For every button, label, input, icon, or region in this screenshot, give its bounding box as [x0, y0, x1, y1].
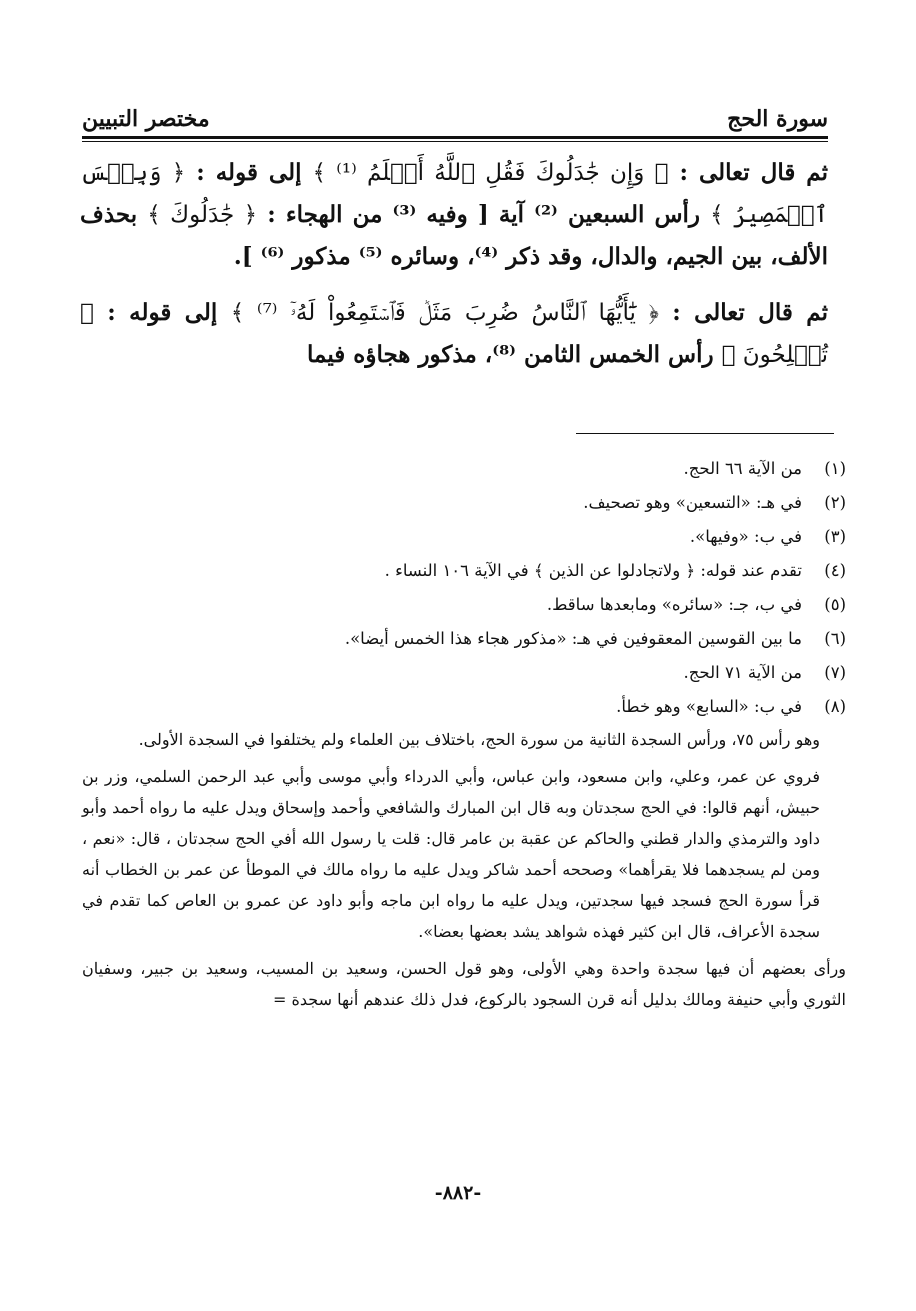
p1-text-c: رأس السبعين ⁽²⁾ آية [ وفيه ⁽³⁾ من الهجاء : — [257, 201, 711, 228]
page-number: -٨٨٢- — [434, 1182, 482, 1204]
footnote — [82, 588, 846, 622]
quran-quote: ﴿ تُفۡلِحُونَ ﴾ — [80, 300, 828, 368]
footnote-text: تقدم عند قوله: ﴿ ولاتجادلوا عن الذين ﴾ في الآية ١٠٦ النساء . — [384, 561, 802, 580]
footnote-text: في ب، جـ: «سائره» ومابعدها ساقط. — [546, 595, 802, 614]
p1-text-d: بحذف الألف، بين الجيم، والدال، وقد ذكر ⁽⁴⁾، وسائره ⁽⁵⁾ مذكور ⁽⁶⁾ ]. — [80, 201, 828, 270]
p2-text-a: ثم قال تعالى : — [658, 299, 829, 326]
p1-text-a: ثم قال تعالى : — [668, 159, 829, 186]
footnote — [82, 554, 846, 588]
continuation-paragraph: ورأى بعضهم أن فيها سجدة واحدة وهي الأولى، وهو قول الحسن، وسعيد بن المسيب، وسعيد بن جبير، وسفيان الثوري وأبي حنيفة ومالك بدليل أنه قرن السجود بالركوع، فدل ذلك عندهم أنها سجدة = — [82, 959, 847, 1009]
header-divider — [82, 136, 828, 142]
footnote — [82, 622, 846, 656]
footnote-number: (٢) — [824, 493, 846, 512]
footnote — [82, 452, 846, 486]
footnote-text: في هـ: «التسعين» وهو تصحيف. — [583, 493, 802, 512]
footnote-number: (٤) — [824, 561, 846, 580]
footnote — [82, 656, 846, 690]
footnote-number: (٣) — [824, 527, 846, 546]
footnote-number: (٥) — [824, 595, 846, 614]
footnote-number: (٨) — [824, 697, 846, 716]
running-header — [82, 92, 828, 132]
footnote-continuation — [82, 953, 846, 1015]
footnote — [82, 486, 846, 520]
footnote — [82, 690, 846, 724]
paragraph-2 — [80, 292, 828, 376]
footnote-text: من الآية ٦٦ الحج. — [683, 459, 802, 478]
quran-quote: ﴿ وَبِئۡسَ ٱلۡمَصِيرُ ﴾ — [80, 160, 829, 228]
footnote-text: في ب: «السابع» وهو خطأ. — [616, 697, 802, 716]
quran-quote: ﴿ جَٰدَلُوكَ ﴾ — [147, 202, 258, 228]
footnote-continuation — [82, 724, 820, 947]
footnote-number: (١) — [824, 459, 846, 478]
footnote — [82, 520, 846, 554]
p2-text-b: إلى قوله : — [93, 299, 231, 326]
continuation-paragraph: فروي عن عمر، وعلي، وابن مسعود، وابن عباس، وأبي الدرداء وأبي موسى وأبي عبد الرحمن السلمي، وزر بن حبيش، أنهم قالوا: في الحج سجدتان وبه قال ابن المبارك والشافعي وأحمد وإسحاق ويدل عليه ما رواه أحمد وأبو داود والترمذي والدار قطني والحاكم عن عقبة بن عامر قال: قلت يا رسول الله أفي الحج سجدتان ، قال: «نعم ، ومن لم يسجدهما فلا يقرأهما» وصححه أحمد شاكر ويدل عليه ما رواه مالك في الموطأ عن عمر بن الخطاب أنه قرأ سورة الحج فسجد فيها سجدتين، ويدل عليه ما رواه ابن ماجه وأبو داود عن عمرو بن العاص كما تقدم في سجدة الأعراف، قال ابن كثير فهذه شواهد يشد بعضها بعضا». — [82, 767, 821, 941]
p1-text-b: إلى قوله : — [185, 159, 313, 186]
quran-quote: ﴿ يَٰٓأَيُّهَا ٱلنَّاسُ ضُرِبَ مَثَلٞ فَٱسۡتَمِعُواْ لَهُۥٓ ⁽⁷⁾ ﴾ — [230, 300, 659, 326]
main-text — [80, 152, 828, 376]
footnote-text: في ب: «وفيها». — [689, 527, 802, 546]
footnote-separator — [576, 433, 834, 434]
footnotes — [82, 452, 846, 1021]
footnote-text: من الآية ٧١ الحج. — [683, 663, 802, 682]
surah-title: سورة الحج — [727, 106, 828, 132]
p2-text-c: رأس الخمس الثامن ⁽⁸⁾، مذكور هجاؤه فيما — [307, 341, 722, 368]
paragraph-1 — [80, 152, 828, 278]
continuation-paragraph: وهو رأس ٧٥، ورأس السجدة الثانية من سورة الحج، باختلاف بين العلماء ولم يختلفوا في السجدة الأولى. — [138, 730, 820, 749]
footnote-number: (٧) — [824, 663, 846, 682]
book-title: مختصر التبيين — [82, 106, 210, 132]
quran-quote: ﴿ وَإِن جَٰدَلُوكَ فَقُلِ ٱللَّهُ أَعۡلَمُ ⁽¹⁾ ﴾ — [312, 160, 669, 186]
footnote-number: (٦) — [824, 629, 846, 648]
footnote-text: ما بين القوسين المعقوفين في هـ: «مذكور هجاء هذا الخمس أيضا». — [344, 629, 802, 648]
